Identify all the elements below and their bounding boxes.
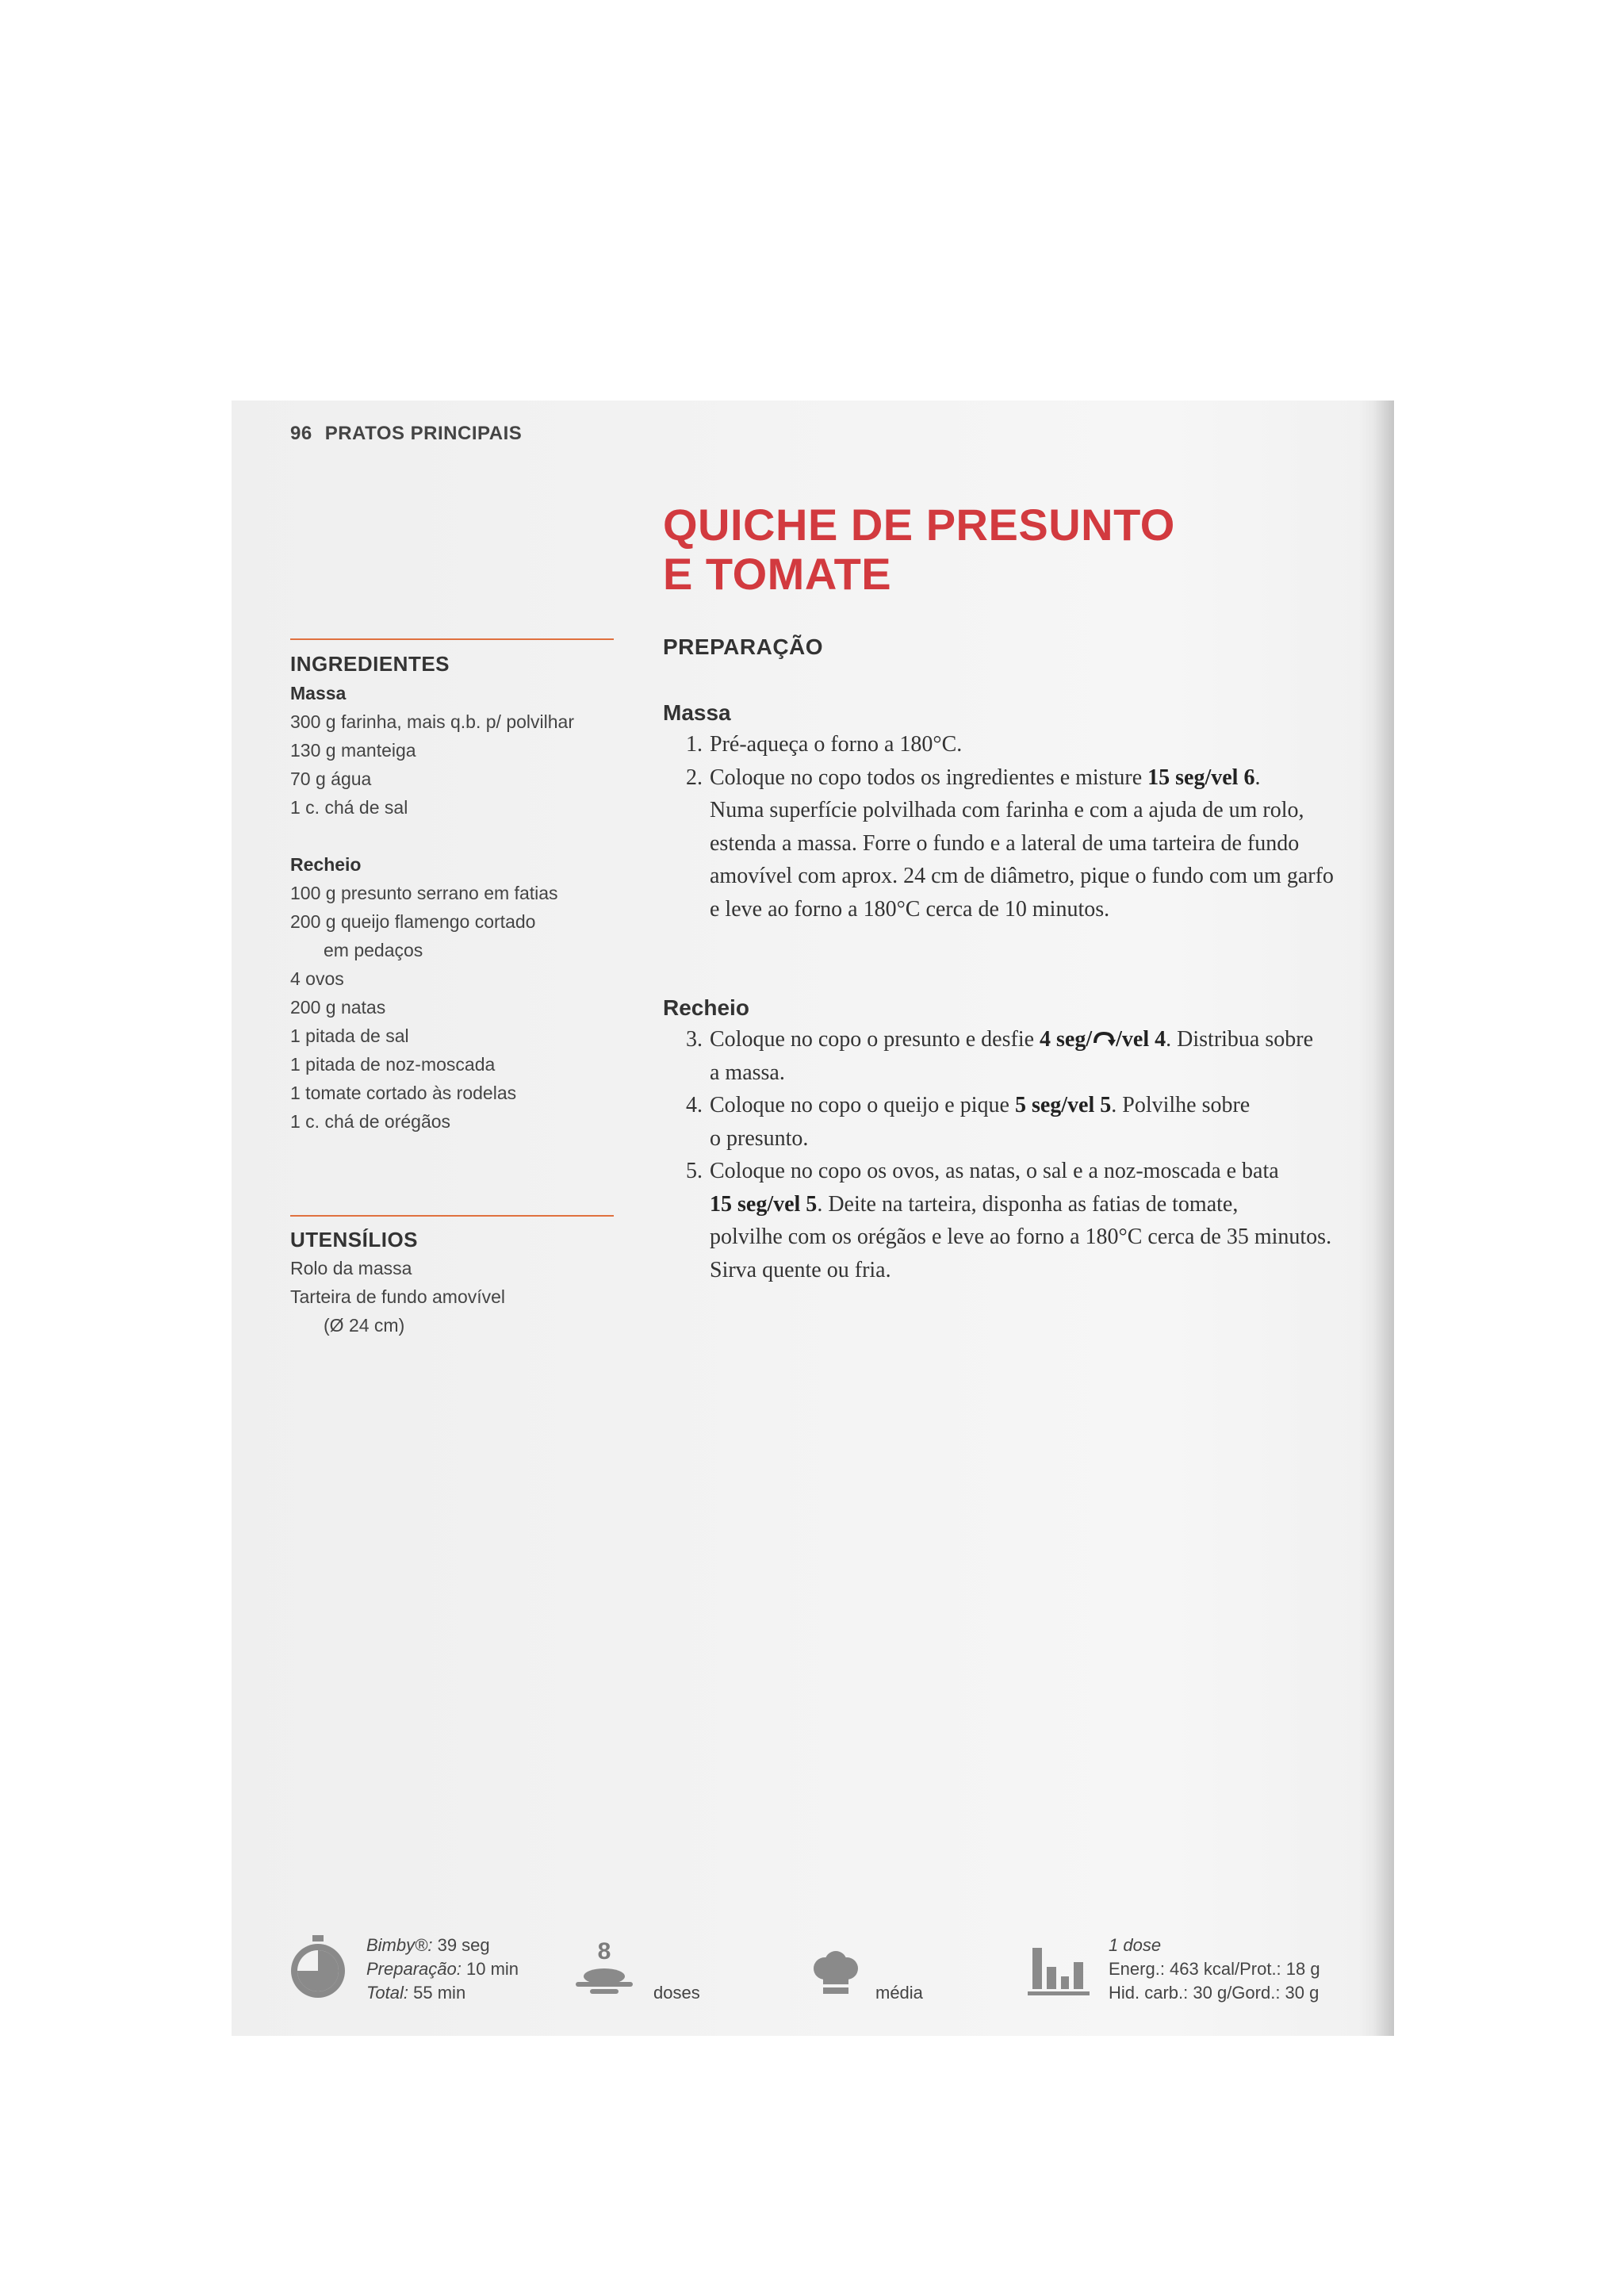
plate-icon <box>574 1967 634 1995</box>
running-header <box>290 423 522 445</box>
ingredients-rule <box>290 638 614 640</box>
ingredient-item: 1 pitada de sal <box>290 1025 409 1046</box>
doses-number: 8 <box>597 1938 611 1964</box>
bar-chart-icon <box>1028 1945 1090 1997</box>
step-3: 3. Coloque no copo o presunto e desfie 4 seg/ /vel 4. Distribua sobre a massa. <box>686 1027 1313 1085</box>
nutrition-info: 1 dose Energ.: 463 kcal/Prot.: 18 g Hid. carb.: 30 g/Gord.: 30 g <box>1109 1935 1320 2003</box>
step-2: 2. Coloque no copo todos os ingredientes e misture 15 seg/vel 6. Numa superfície polvilhada com farinha e com a ajuda de um rolo, estenda a massa. Forre o fundo e a lateral de uma tarteira de fundo amovível com aprox. 24 cm de diâmetro, pique o fundo com um garfo e leve ao forno a 180°C cerca de 10 minutos. <box>686 765 1334 922</box>
ingredients-recheio-title: Recheio <box>290 854 362 875</box>
utensils-rule <box>290 1215 614 1217</box>
step-1: 1. Pré-aqueça o forno a 180°C. <box>686 732 963 757</box>
difficulty-label: média <box>875 1983 923 2003</box>
ingredient-item: 1 pitada de noz-moscada <box>290 1054 496 1075</box>
stopwatch-icon <box>289 1935 347 2002</box>
ingredient-item: 300 g farinha, mais q.b. p/ polvilhar <box>290 711 574 732</box>
ingredient-item: 100 g presunto serrano em fatias <box>290 883 558 903</box>
ingredient-item: 1 tomate cortado às rodelas <box>290 1083 517 1103</box>
utensils-list <box>290 1254 505 1340</box>
ingredient-item: 4 ovos <box>290 968 344 989</box>
ingredients-heading: INGREDIENTES <box>290 652 450 676</box>
utensil-item: Tarteira de fundo amovível <box>290 1286 506 1307</box>
preparation-heading: PREPARAÇÃO <box>663 634 824 659</box>
recipe-title-line-2: E TOMATE <box>663 549 892 599</box>
utensil-item-continued: (Ø 24 cm) <box>324 1315 405 1336</box>
reverse-rotation-icon <box>1092 1030 1116 1048</box>
recipe-footer <box>232 1927 1394 2007</box>
ingredient-item: 200 g queijo flamengo cortado <box>290 911 536 932</box>
recheio-steps <box>663 1023 1377 1286</box>
preparation-massa-title: Massa <box>663 700 731 725</box>
step-4: 4. Coloque no copo o queijo e pique 5 seg/vel 5. Polvilhe sobre o presunto. <box>686 1093 1251 1151</box>
recipe-title <box>663 500 1313 599</box>
doses-label: doses <box>653 1983 700 2003</box>
time-info: Bimby®: 39 seg Preparação: 10 min Total: 55 min <box>366 1935 519 2003</box>
ingredient-item: 1 c. chá de orégãos <box>290 1111 451 1132</box>
ingredients-list <box>290 679 574 1136</box>
ingredient-item: 200 g natas <box>290 997 386 1018</box>
ingredient-item-continued: em pedaços <box>324 940 423 960</box>
chef-hat-icon <box>812 1951 860 1999</box>
ingredient-item: 70 g água <box>290 769 372 789</box>
massa-steps <box>663 728 1377 926</box>
ingredients-massa-title: Massa <box>290 683 347 703</box>
section-name: PRATOS PRINCIPAIS <box>324 423 523 444</box>
utensils-heading: UTENSÍLIOS <box>290 1228 419 1251</box>
step-5: 5. Coloque no copo os ovos, as natas, o sal e a noz-moscada e bata 15 seg/vel 5. Deite na tarteira, disponha as fatias de tomate, polvilhe com os orégãos e leve ao forno a 180°C cerca de 35 minutos. Sirva quente ou fria. <box>686 1159 1332 1282</box>
utensil-item: Rolo da massa <box>290 1258 412 1278</box>
ingredient-item: 1 c. chá de sal <box>290 797 408 818</box>
ingredient-item: 130 g manteiga <box>290 740 416 761</box>
recipe-title-line-1: QUICHE DE PRESUNTO <box>663 500 1175 550</box>
page-number: 96 <box>290 423 312 444</box>
cookbook-page <box>232 401 1394 2036</box>
preparation-recheio-title: Recheio <box>663 995 749 1020</box>
